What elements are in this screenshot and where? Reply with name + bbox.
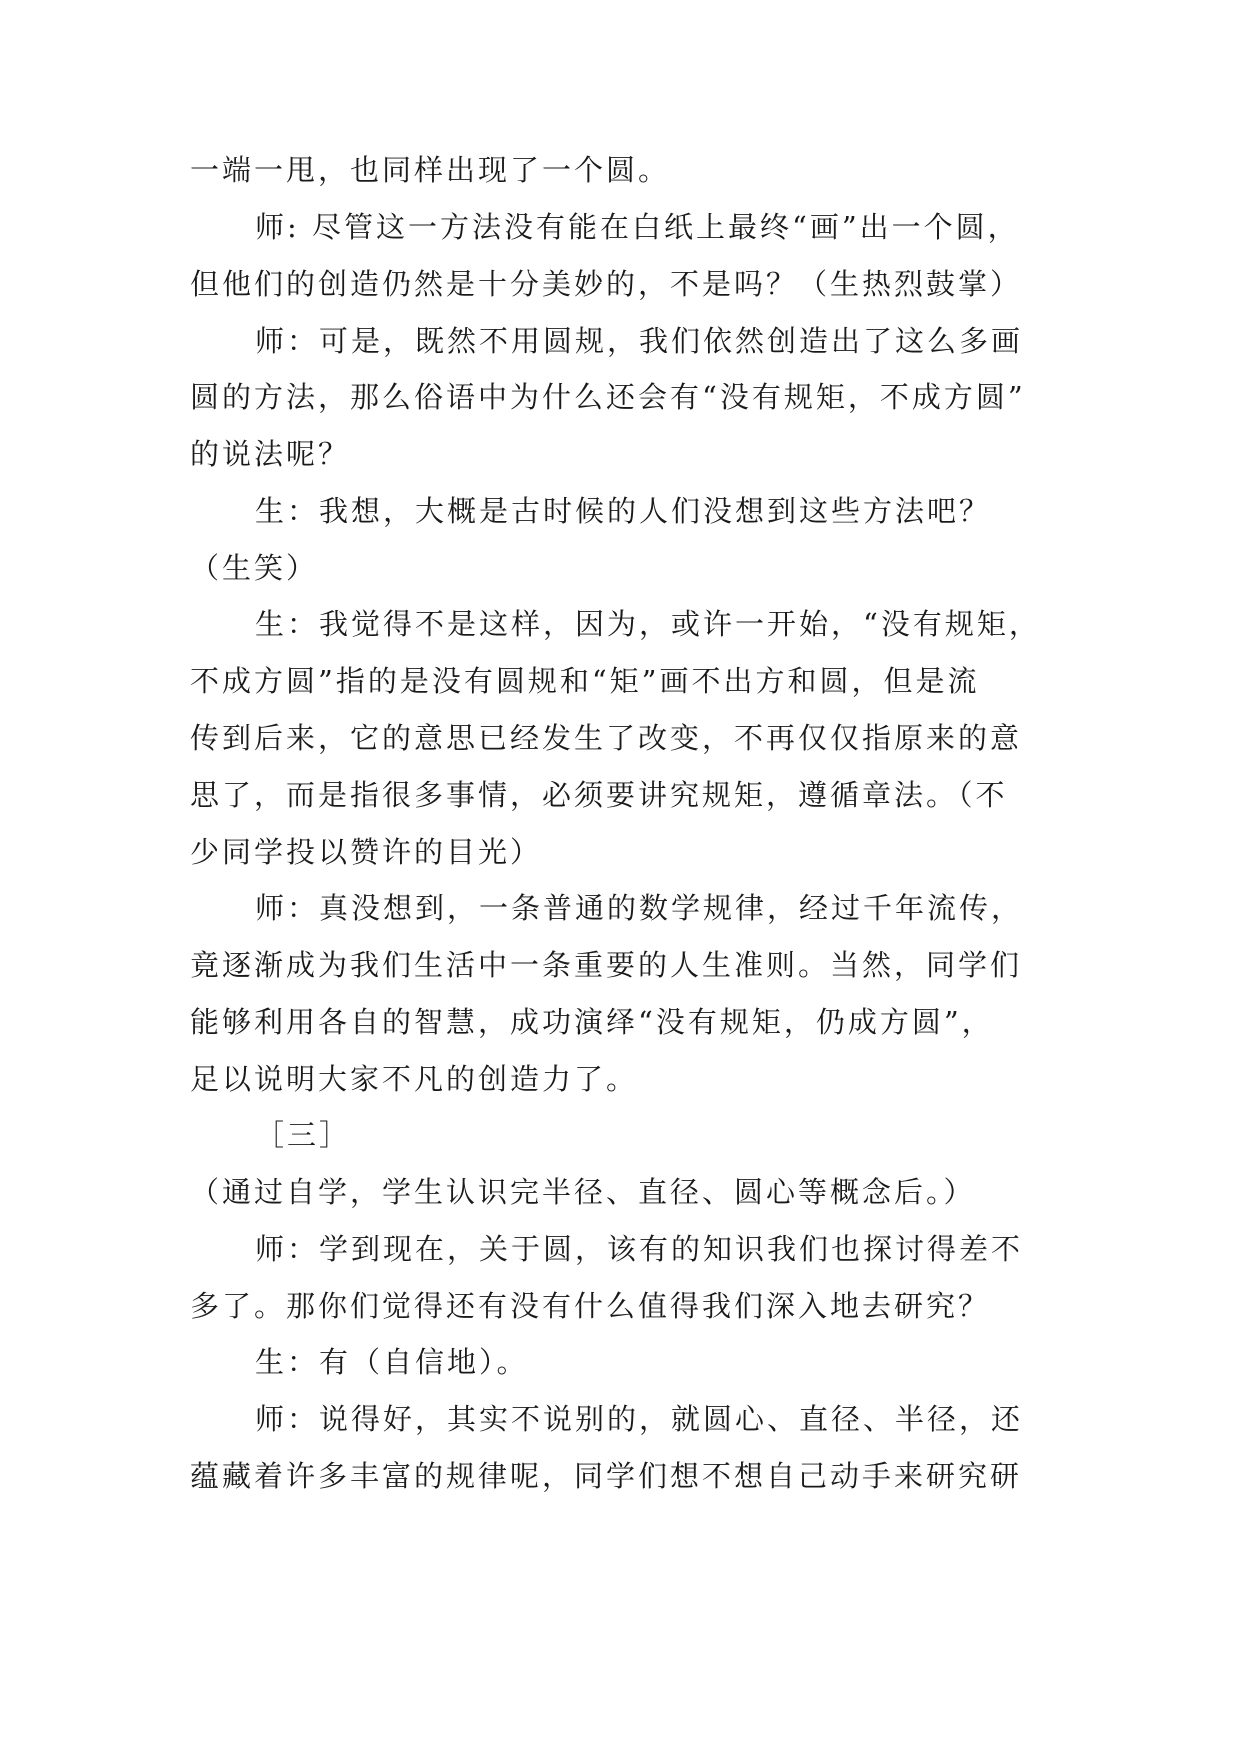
text-line-5: 圆的方法，那么俗语中为什么还会有“没有规矩，不成方圆” xyxy=(190,380,1026,414)
text-line-13: 少同学投以赞许的目光） xyxy=(190,835,543,869)
text-line-23: 师：说得好，其实不说别的，就圆心、直径、半径，还 xyxy=(255,1402,1024,1436)
text-line-4: 师：可是，既然不用圆规，我们依然创造出了这么多画 xyxy=(255,324,1024,358)
text-line-6: 的说法呢？ xyxy=(190,437,351,471)
text-line-17: 足以说明大家不凡的创造力了。 xyxy=(190,1062,639,1096)
text-line-20: 师：学到现在，关于圆，该有的知识我们也探讨得差不 xyxy=(255,1232,1024,1266)
text-line-21: 多了。那你们觉得还有没有什么值得我们深入地去研究？ xyxy=(190,1289,991,1323)
section-heading: ［三］ xyxy=(255,1118,352,1152)
text-line-7: 生：我想，大概是古时候的人们没想到这些方法吧？ xyxy=(255,494,992,528)
text-line-14: 师：真没想到，一条普通的数学规律，经过千年流传， xyxy=(255,891,1024,925)
text-line-22: 生：有（自信地）。 xyxy=(255,1345,529,1379)
text-line-2: 师: 尽管这一方法没有能在白纸上最终“画”出一个圆， xyxy=(255,210,1020,244)
text-line-1: 一端一甩，也同样出现了一个圆。 xyxy=(190,153,671,187)
text-line-11: 传到后来，它的意思已经发生了改变，不再仅仅指原来的意 xyxy=(190,721,1023,755)
text-line-9: 生：我觉得不是这样，因为，或许一开始，“没有规矩， xyxy=(255,607,1041,641)
text-line-15: 竟逐渐成为我们生活中一条重要的人生准则。当然，同学们 xyxy=(190,948,1023,982)
text-line-8: （生笑） xyxy=(190,551,319,585)
text-line-16: 能够利用各自的智慧，成功演绎“没有规矩，仍成方圆”， xyxy=(190,1005,994,1039)
text-line-10: 不成方圆”指的是没有圆规和“矩”画不出方和圆，但是流 xyxy=(190,664,980,698)
text-line-12: 思了，而是指很多事情，必须要讲究规矩，遵循章法。（不 xyxy=(190,778,1008,812)
text-line-24: 蕴藏着许多丰富的规律呢，同学们想不想自己动手来研究研 xyxy=(190,1459,1023,1493)
text-line-19: （通过自学，学生认识完半径、直径、圆心等概念后。） xyxy=(190,1175,976,1209)
text-line-3: 但他们的创造仍然是十分美妙的，不是吗？（生热烈鼓掌） xyxy=(190,267,1023,301)
